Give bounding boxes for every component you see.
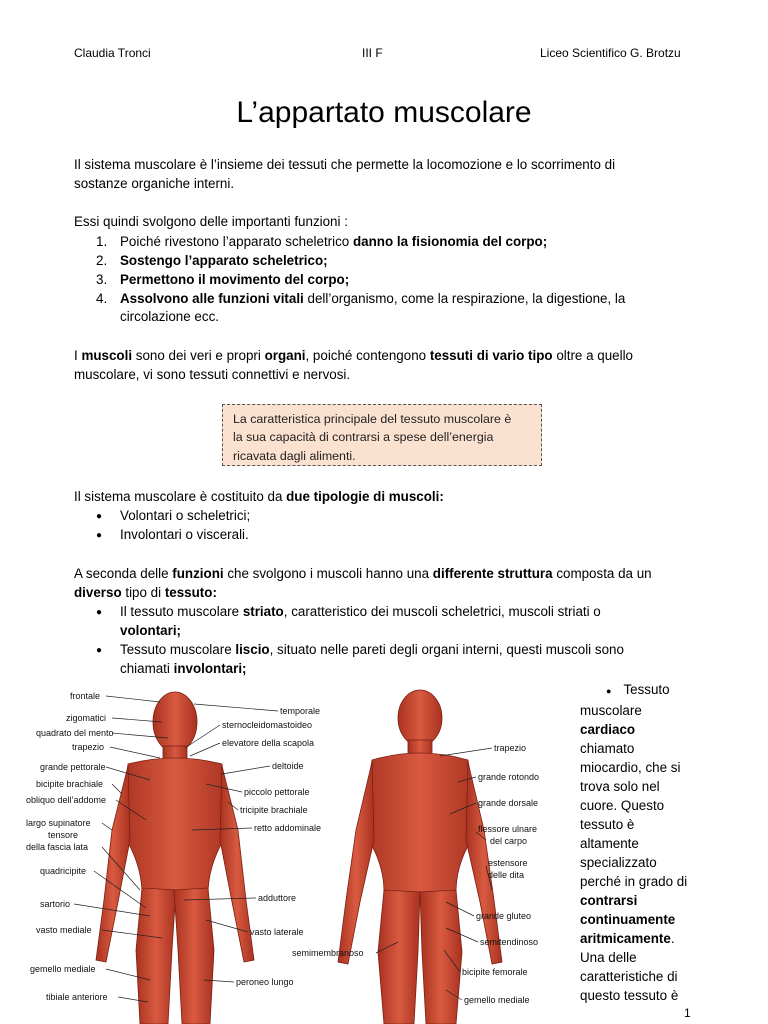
header-class: III F <box>362 46 383 60</box>
list-text: dell’organismo, come la respirazione, la digestione, la <box>303 291 626 306</box>
label-gemello-mediale: gemello mediale <box>30 964 96 974</box>
list-item-continuation <box>120 659 247 678</box>
bullet-icon: ● <box>606 686 612 696</box>
label-largo-supinatore: largo supinatore <box>26 818 91 828</box>
list-number: 2. <box>96 253 108 268</box>
cardiac-line-text: cardiaco <box>580 722 636 737</box>
text: Tessuto muscolare <box>120 642 236 657</box>
list-text: Poiché rivestono l’apparato scheletrico <box>120 234 353 249</box>
label-tricipite-brachiale: tricipite brachiale <box>240 805 308 815</box>
text-bold: diverso <box>74 585 122 601</box>
text-bold: funzioni <box>172 566 224 581</box>
text-bold: involontari; <box>173 661 247 676</box>
text: composta da un <box>552 566 652 581</box>
label-gemello-mediale-back: gemello mediale <box>464 995 530 1005</box>
text-bold: volontari; <box>120 623 182 638</box>
label-vasto-mediale: vasto mediale <box>36 925 92 935</box>
label-vasto-laterale: vasto laterale <box>250 927 304 937</box>
bullet-icon: ● <box>96 511 103 522</box>
text: Il tessuto muscolare <box>120 604 243 619</box>
cardiac-line-text: contrarsi <box>580 893 638 908</box>
cardiac-line-text: miocardio, che si <box>580 760 681 775</box>
label-quadrato-del-mento: quadrato del mento <box>36 728 114 738</box>
label-sartorio: sartorio <box>40 899 71 909</box>
text-bold: liscio <box>235 642 270 657</box>
label-tibiale-anteriore: tibiale anteriore <box>46 992 108 1002</box>
text-bold: differente struttura <box>432 566 553 581</box>
cardiac-line <box>580 853 700 872</box>
list-text: Volontari o scheletrici; <box>120 508 251 523</box>
label-adduttore: adduttore <box>258 893 297 903</box>
list-text-bold: Permettono il movimento del corpo; <box>120 272 350 287</box>
label-temporale: temporale <box>280 706 321 716</box>
text: , situato nelle pareti degli organi interni, questi muscoli sono <box>269 642 624 657</box>
list-text-bold: Assolvono alle funzioni vitali <box>120 291 304 306</box>
text: , poiché contengono <box>305 348 430 363</box>
label-bicipite-brachiale: bicipite brachiale <box>36 779 104 789</box>
cardiac-line <box>580 777 700 796</box>
cardiac-line <box>580 872 700 891</box>
label-quadricipite: quadricipite <box>40 866 87 876</box>
text-bold: tessuto: <box>164 585 217 601</box>
label-del-carpo: del carpo <box>490 836 528 846</box>
label-della-fascia-lata: della fascia lata <box>26 842 89 852</box>
callout-line: la sua capacità di contrarsi a spese dell’energia <box>233 430 494 445</box>
label-grande-gluteo: grande gluteo <box>476 911 532 921</box>
cardiac-line <box>580 891 700 910</box>
list-number: 4. <box>96 291 108 306</box>
label-grande-pettorale: grande pettorale <box>40 762 106 772</box>
text-bold: organi <box>264 348 306 363</box>
cardiac-line-text: tessuto è <box>580 817 635 832</box>
bullet-icon: ● <box>96 645 103 656</box>
cardiac-line <box>580 929 700 948</box>
label-retto-addominale: retto addominale <box>254 823 322 833</box>
list-text-bold: danno la fisionomia del corpo; <box>352 234 548 249</box>
text: Il sistema muscolare è costituito da <box>74 489 287 504</box>
cardiac-line-text: continuamente <box>580 912 676 927</box>
label-semitendinoso: semitendinoso <box>480 937 539 947</box>
list-number: 1. <box>96 234 108 249</box>
cardiac-line-text: Tessuto <box>623 682 670 697</box>
text: I <box>74 348 82 363</box>
cardiac-line <box>580 796 700 815</box>
callout-line: La caratteristica principale del tessuto muscolare è <box>233 412 512 426</box>
muscle-anatomy-figure <box>0 680 570 1024</box>
list-text-bold: Sostengo l’apparato scheletrico; <box>120 253 328 268</box>
intro-line-1: Il sistema muscolare è l’insieme dei tessuti che permette la locomozione e lo scorrimento di <box>74 157 616 172</box>
callout-line: ricavata dagli alimenti. <box>233 448 356 463</box>
label-tensore: tensore <box>48 830 79 840</box>
list-text: Involontari o viscerali. <box>120 527 249 542</box>
text: A seconda delle <box>74 566 173 581</box>
muscles-paragraph <box>74 346 633 385</box>
label-peroneo-lungo: peroneo lungo <box>236 977 294 987</box>
label-zigomatici: zigomatici <box>66 713 107 723</box>
cardiac-line-text: muscolare <box>580 703 642 718</box>
bullet-icon: ● <box>96 530 103 541</box>
text: chiamati <box>120 661 174 676</box>
intro-line-2: sostanze organiche interni. <box>74 176 235 192</box>
cardiac-line <box>580 701 700 720</box>
text: tipo di <box>121 585 165 601</box>
types-lead <box>74 487 444 506</box>
header-school: Liceo Scientifico G. Brotzu <box>540 46 681 60</box>
list-item-continuation: circolazione ecc. <box>120 309 219 324</box>
callout-box <box>222 404 542 466</box>
cardiac-line <box>580 720 700 739</box>
text: sono dei veri e propri <box>132 348 265 363</box>
page-number: 1 <box>684 1006 691 1020</box>
label-deltoide: deltoide <box>272 761 304 771</box>
cardiac-line <box>580 739 700 758</box>
text-bold: muscoli <box>81 348 133 363</box>
label-obliquo-dell-addome: obliquo dell’addome <box>26 795 107 805</box>
label-sternocleidomastoideo: sternocleidomastoideo <box>222 720 313 730</box>
cardiac-line-text: caratteristiche di <box>580 969 678 984</box>
cardiac-line-text: perché in grado di <box>580 874 688 889</box>
cardiac-line <box>580 986 700 1005</box>
label-bicipite-femorale: bicipite femorale <box>462 967 528 977</box>
text: che svolgono i muscoli hanno una <box>223 566 433 581</box>
label-piccolo-pettorale: piccolo pettorale <box>244 787 310 797</box>
cardiac-line-text: aritmicamente <box>580 931 671 946</box>
bullet-icon: ● <box>96 607 103 618</box>
text-bold: due tipologie di muscoli: <box>286 489 444 504</box>
label-frontale: frontale <box>70 691 101 701</box>
cardiac-line <box>580 948 700 967</box>
text-bold: tessuti di vario tipo <box>429 348 553 363</box>
functions-lead: Essi quindi svolgono delle importanti funzioni : <box>74 214 348 229</box>
structure-paragraph <box>74 564 652 603</box>
cardiac-line <box>580 834 700 853</box>
header-author: Claudia Tronci <box>74 46 151 60</box>
label-flessore-ulnare: flessore ulnare <box>478 824 538 834</box>
text-bold: striato <box>242 604 284 619</box>
label-estensore: estensore <box>488 858 528 868</box>
label-delle-dita: delle dita <box>488 870 525 880</box>
cardiac-line <box>580 815 700 834</box>
cardiac-line-suffix: . <box>670 931 675 946</box>
text: oltre a quello <box>552 348 633 363</box>
text: muscolare, vi sono tessuti connettivi e nervosi. <box>74 367 351 383</box>
list-number: 3. <box>96 272 108 287</box>
cardiac-line-text: Una delle <box>580 950 637 965</box>
label-trapezio-front: trapezio <box>72 742 105 752</box>
cardiac-line-text: cuore. Questo <box>580 798 665 813</box>
label-elevatore-della-scapola: elevatore della scapola <box>222 738 315 748</box>
cardiac-line-text: specializzato <box>580 855 657 870</box>
list-item-continuation <box>120 621 181 640</box>
cardiac-line-text: chiamato <box>580 741 635 756</box>
cardiac-line-text: altamente <box>580 836 639 851</box>
intro-paragraph <box>74 155 615 194</box>
cardiac-line-text: questo tessuto è <box>580 988 679 1003</box>
page-title: L’appartato muscolare <box>236 96 532 129</box>
cardiac-line <box>580 758 700 777</box>
cardiac-line <box>580 967 700 986</box>
cardiac-line-text: trova solo nel <box>580 779 660 794</box>
label-semimembranoso: semimembranoso <box>292 948 364 958</box>
label-grande-rotondo: grande rotondo <box>478 772 540 782</box>
cardiac-tissue-text <box>580 680 700 1005</box>
cardiac-line <box>580 680 700 701</box>
label-trapezio-back: trapezio <box>494 743 527 753</box>
label-grande-dorsale: grande dorsale <box>478 798 539 808</box>
cardiac-line <box>580 910 700 929</box>
text: , caratteristico dei muscoli scheletrici, muscoli striati o <box>283 604 601 619</box>
